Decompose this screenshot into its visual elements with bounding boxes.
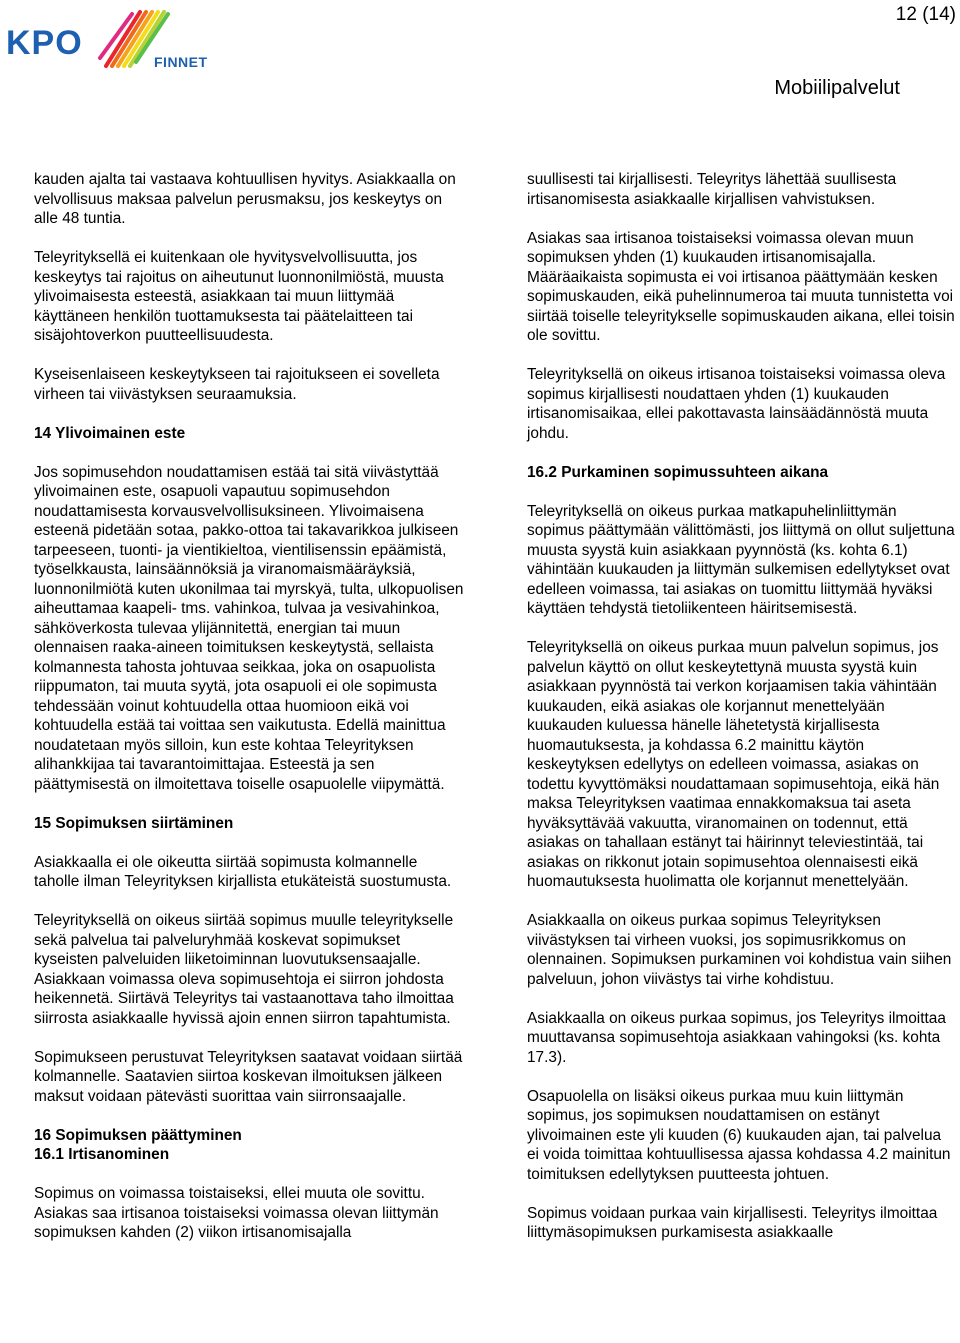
paragraph: Asiakkaalla ei ole oikeutta siirtää sopimusta kolmannelle taholle ilman Teleyrityksen kirjallista etukäteistä suostumusta. (34, 853, 452, 890)
paragraph: Asiakkaalla on oikeus purkaa sopimus, jos Teleyritys ilmoittaa muuttavansa sopimusehtoja asiakkaan vahingoksi (ks. kohta 17.3). (527, 1009, 946, 1066)
section-heading-16-1: 16.1 Irtisanominen (34, 1146, 170, 1163)
paragraph: kauden ajalta tai vastaava kohtuullisen hyvitys. Asiakkaalla on velvollisuus maksaa palvelun perusmaksu, jos keskeytys on alle 48 tuntia. (34, 171, 456, 227)
header-title: Mobiilipalvelut (774, 77, 900, 99)
paragraph: Osapuolella on lisäksi oikeus purkaa muu kuin liittymän sopimus, jos sopimuksen noudattamisen on estänyt ylivoimainen este yli kuuden (6) kuukauden ajan, tai palvelua ei voida toimittaa kohtuullisessa ajassa kohdassa 4.2 mainitun toimituksen edellytyksen puutteesta johtuen. (527, 1087, 951, 1183)
paragraph: Teleyrityksellä on oikeus siirtää sopimus muulle teleyritykselle sekä palvelua tai palveluryhmää koskevat sopimukset kyseisten palveluiden liiketoiminnan luovutuksensaajalle. Asiakkaan voimassa oleva sopimusehtoja ei siirron johdosta heikennetä. Siirtävä Teleyritys tai vastaanottava taho ilmoittaa siirrosta asiakkaalle hyvissä ajoin ennen siirron tapahtumista. (34, 912, 454, 1027)
paragraph: Sopimus on voimassa toistaiseksi, ellei muuta ole sovittu. Asiakas saa irtisanoa toistaiseksi voimassa olevan liittymän sopimuksen kahden (2) viikon irtisanomisajalla (34, 1185, 439, 1241)
paragraph: Sopimukseen perustuvat Teleyrityksen saatavat voidaan siirtää kolmannelle. Saatavien siirtoa koskevan ilmoituksen jälkeen maksut voidaan pätevästi suorittaa vain siirronsaajalle. (34, 1048, 463, 1105)
paragraph: Teleyrityksellä on oikeus purkaa muun palvelun sopimus, jos palvelun käyttö on ollut keskeytettynä muusta syystä kuin asiakkaan pyynnöstä tai verkon korjaamisen takia vähintään kuukauden, eikä asiakas ole korjannut menettelyään kuukauden kuluessa hänelle lähetetystä kirjallisesta huomautuksesta, ja kohdassa 6.2 mainittu käytön keskeytyksen edellytys on edelleen voimassa, asiakas on todettu kyvyttömäksi noudattamaan sopimusehtoja, eikä hän maksa Teleyrityksen vaatimaa ennakkomaksua tai aseta hyväksyttävää vakuutta, viranomainen on todennut, että asiakas on tahallaan estänyt tai häirinnyt televiestintää, tai asiakas on rikkonut jotain sopimusehtoa olennaisesti eikä huomautuksesta huolimatta ole korjannut menettelyään. (527, 639, 940, 890)
paragraph: Jos sopimusehdon noudattamisen estää tai sitä viivästyttää ylivoimainen este, osapuoli vapautuu sopimusehdon noudattamisesta korvausvelvollisuksineen. Ylivoimaisena esteenä pidetään sotaa, pakko-ottoa tai takavarikkoa julkiseen tarpeeseen, tuonti- ja vientikieltoa, vientilisenssin epäämistä, työselkkausta, lainsäännöksiä ja viranomaismääräyksiä, luonnonilmiötä kuten ukonilmaa tai myrskyä, tulta, ulkopuolisen aiheuttamaa kaapeli- tms. vahinkoa, tulvaa ja vesivahinkoa, sähköverkosta tulevaa ylijännitettä, energian tai muun olennaisen raaka-aineen toimituksen keskeytystä, sellaista kolmannesta tahosta johtuvaa seikkaa, joka on osapuolista riippumaton, tai muuta syytä, jota osapuoli ei ole sopimusta tehdessään voinut kohtuudella ottaa huomioon eikä voi kohtuudella estää tai voittaa sen vaikutusta. Edellä mainittua noudatetaan myös silloin, kun este kohtaa Teleyrityksen alihankkijaa tai tavarantoimittajaa. Esteestä ja sen päättymisestä on ilmoitettava toiselle osapuolelle viipymättä. (34, 463, 464, 793)
page-number: 12 (14) (895, 4, 956, 25)
logo-finnet-text: FINNET (154, 54, 208, 70)
section-heading-14: 14 Ylivoimainen este (34, 424, 186, 442)
section-heading-16: 16 Sopimuksen päättyminen (34, 1126, 242, 1144)
paragraph: Sopimus voidaan purkaa vain kirjallisesti. Teleyritys ilmoittaa liittymäsopimuksen purkamisesta asiakkaalle (527, 1204, 938, 1241)
paragraph: Asiakas saa irtisanoa toistaiseksi voimassa olevan muun sopimuksen yhden (1) kuukauden irtisanomisajalla. Määräaikaista sopimusta ei voi irtisanoa päättymään kesken sopimuskauden, eikä puhelinnumeroa tai muuta tunnistetta voi siirtää toiselle teleyritykselle sopimuskauden aikana, ellei toisin ole sovittu. (527, 229, 955, 344)
paragraph: Teleyrityksellä on oikeus purkaa matkapuhelinliittymän sopimus päättymään välittömästi, jos liittymä on ollut suljettuna muusta syystä kuin asiakkaan pyynnöstä (ks. kohta 6.1) vähintään kuukauden ja liittymän sulkemisen edellytykset ovat edelleen voimassa, tai asiakas on tuomittu liittymää hyväksi käyttäen tehdystä tietoliikenteen häiritsemisestä. (527, 502, 955, 617)
logo-kpo-text: KPO (6, 24, 83, 62)
paragraph: Asiakkaalla on oikeus purkaa sopimus Teleyrityksen viivästyksen tai virheen vuoksi, jos sopimusrikkomus on olennainen. Sopimuksen purkaminen voi kohdistua vain siihen palveluun, johon viivästys tai virhe kohdistuu. (527, 912, 952, 988)
paragraph: Teleyrityksellä on oikeus irtisanoa toistaiseksi voimassa oleva sopimus kirjallisesti noudattaen yhden (1) kuukauden irtisanomisaikaa, ellei pakottavasta lainsäädännöstä muuta johdu. (527, 366, 946, 442)
paragraph: Teleyrityksellä ei kuitenkaan ole hyvitysvelvollisuutta, jos keskeytys tai rajoitus on aiheutunut luonnonilmiöstä, muusta ylivoimaisesta esteestä, asiakkaan tai muun liittymää käyttäneen henkilön tuottamuksesta tai päätelaitteen tai sisäjohtoverkon puutteellisuudesta. (34, 249, 444, 344)
paragraph: Kyseisenlaiseen keskeytykseen tai rajoitukseen ei sovelleta virheen tai viivästyksen seuraamuksia. (34, 366, 440, 403)
company-logo (4, 6, 214, 76)
left-column (34, 170, 464, 1262)
section-heading-15: 15 Sopimuksen siirtäminen (34, 814, 234, 832)
right-column (527, 170, 955, 1262)
paragraph: suullisesti tai kirjallisesti. Teleyritys lähettää suullisesta irtisanomisesta asiakkaalle kirjallisen vahvistuksen. (527, 171, 897, 208)
section-heading-16-2: 16.2 Purkaminen sopimussuhteen aikana (527, 463, 829, 481)
